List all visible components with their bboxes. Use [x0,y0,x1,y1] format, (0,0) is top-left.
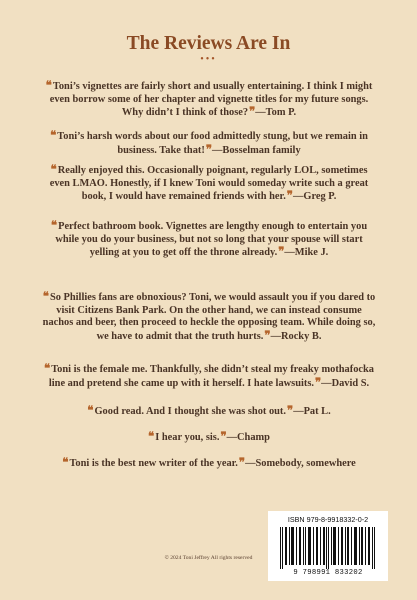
copyright-notice: © 2024 Toni Jeffrey All rights reserved [164,555,253,561]
review-item [40,130,378,157]
review-text: Toni’s harsh words about our food admittedly stung, but we remain in business. Take that! [57,131,368,156]
review-text: Toni is the best new writer of the year. [69,458,238,469]
barcode-icon [276,527,380,569]
review-author: —Mike J. [284,247,329,259]
close-quote-icon: ❞ [220,431,227,443]
close-quote-icon: ❞ [286,190,293,203]
open-quote-icon: ❝ [87,405,94,417]
review-author: —Bosselman family [212,144,301,156]
review-author: —Rocky B. [270,330,322,342]
review-author: —Somebody, somewhere [245,458,356,469]
open-quote-icon: ❝ [62,457,69,469]
close-quote-icon: ❞ [314,376,322,389]
review-text: Good read. And I thought she was shot out. [94,406,286,417]
review-text: Perfect bathroom book. Vignettes are lengthy enough to entertain you while you do your business, but not so long that your spouse will start yelling at you to get off the throne already. [55,221,368,259]
review-author: —David S. [321,377,370,389]
review-item [40,164,378,204]
review-author: —Greg P. [293,191,337,203]
review-item [40,220,378,260]
isbn-label: ISBN 979-8-9918332-0-2 [287,515,369,524]
review-item [40,405,378,419]
close-quote-icon: ❞ [249,106,256,119]
open-quote-icon: ❝ [50,130,57,142]
review-item [40,363,378,390]
review-text: Toni is the female me. Thankfully, she didn’t steal my freaky mothafocka line and pretend she came up with it herself. I hate lawsuits. [48,364,374,389]
review-author: —Tom P. [255,107,297,119]
close-quote-icon: ❞ [286,405,294,417]
review-item [40,80,378,120]
open-quote-icon: ❝ [45,80,52,92]
close-quote-icon: ❞ [205,143,213,156]
review-item [40,291,378,343]
review-text: I hear you, sis. [155,432,220,443]
review-author: —Pat L. [293,406,331,417]
close-quote-icon: ❞ [238,457,246,469]
page-title: The Reviews Are In [126,33,291,54]
title-ornament: ••• [200,54,217,65]
isbn-barcode [268,511,388,581]
open-quote-icon: ❝ [43,363,51,375]
close-quote-icon: ❞ [264,329,271,342]
barcode-digits: 9 798991 833202 [293,569,363,577]
open-quote-icon: ❝ [50,220,58,232]
close-quote-icon: ❞ [278,246,285,259]
review-item [40,457,378,471]
review-text: Really enjoyed this. Occasionally poignant, regularly LOL, sometimes even LMAO. Honestly, if I knew Toni would someday write such a great book, I would have remained friends with her. [49,165,369,203]
open-quote-icon: ❝ [50,164,57,176]
review-author: —Champ [226,432,270,443]
open-quote-icon: ❝ [42,291,49,303]
open-quote-icon: ❝ [148,431,155,443]
review-text: So Phillies fans are obnoxious? Toni, we would assault you if you dared to visit Citizens Bank Park. On the other hand, we can instead consume nachos and beer, then proceed to heckle the opposing team. While doing so, we have to admit that the truth hurts. [42,292,376,342]
review-item [40,431,378,445]
review-text: Toni’s vignettes are fairly short and usually entertaining. I think I might even borrow some of her chapter and vignette titles for my future songs. Why didn’t I think of those? [49,81,373,119]
